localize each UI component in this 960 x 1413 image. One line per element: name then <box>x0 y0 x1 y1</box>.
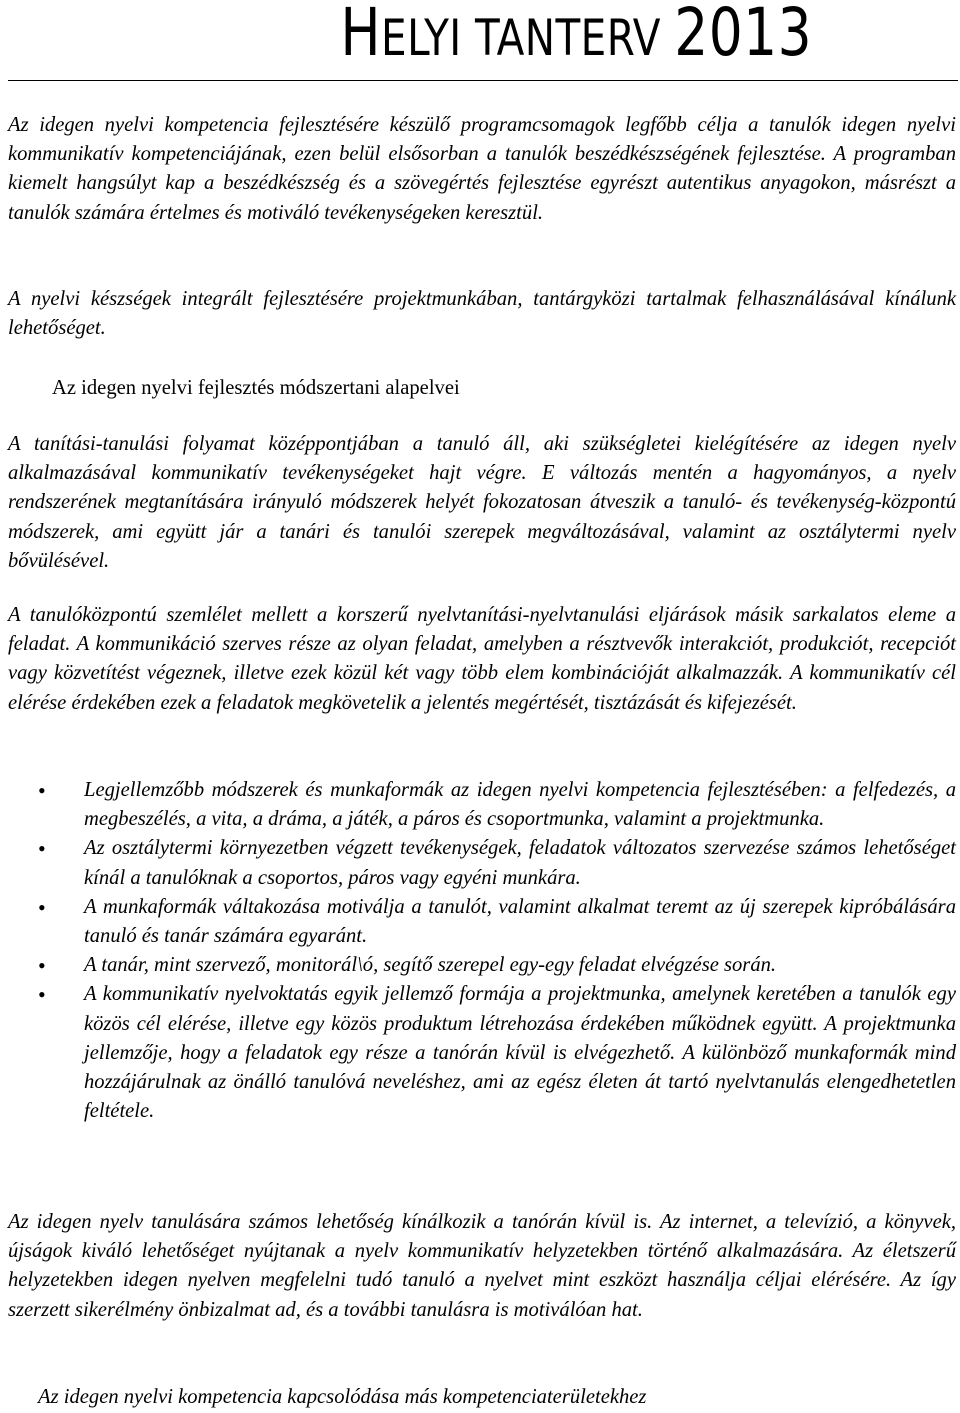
bullet-icon: • <box>38 953 46 979</box>
list-item <box>8 893 956 951</box>
list-item-text: A tanár, mint szervező, monitorál\ó, segítő szerepel egy-egy feladat elvégzése során. <box>84 954 777 977</box>
header-rule <box>8 80 958 81</box>
list-item-text: Legjellemzőbb módszerek és munkaformák az idegen nyelvi kompetencia fejlesztésében: a felfedezés, a megbeszélés, a vita, a dráma, a játék, a páros és csoportmunka, valamint a projektmunka. <box>84 779 956 831</box>
bullet-icon: • <box>38 836 46 862</box>
bullet-icon: • <box>38 982 46 1008</box>
list-item <box>8 834 956 892</box>
header-title-year: 2013 <box>674 0 812 71</box>
page-header-title <box>340 2 812 69</box>
paragraph-outside-class: Az idegen nyelv tanulására számos lehetőség kínálkozik a tanórán kívül is. Az internet, a televízió, a könyvek, újságok kiváló lehetőséget nyújtanak a nyelv kommunikatív helyzetekben történő alkalmazására. Az életszerű helyzetekben idegen nyelven megfelelni tudó tanuló a nyelvet mint eszközt használja céljai elérésére. Az így szerzett sikerélmény önbizalmat ad, és a további tanulásra is motiválóan hat. <box>8 1211 956 1321</box>
bullet-icon: • <box>38 778 46 803</box>
paragraph-learner-centered: A tanítási-tanulási folyamat középpontjában a tanuló áll, aki szükségletei kielégítésére az idegen nyelv alkalmazásával kommunikatív tevékenységeket hajt végre. E változás mentén a hagyományos, a nyelv rendszerének megtanítására irányuló módszerek helyét fokozatosan átveszik a tanuló- és tevékenység-központú módszerek, ami együtt jár a tanári és tanulói szerepek megváltozásával, valamint az osztálytermi nyelv bővülésével. <box>8 433 956 572</box>
list-item <box>8 951 956 980</box>
list-item-text: Az osztálytermi környezetben végzett tevékenységek, feladatok változatos szervezése számos lehetőséget kínál a tanulóknak a csoportos, páros vagy egyéni munkára. <box>84 837 956 889</box>
header-title-rest: ELYI TANTERV <box>381 9 675 67</box>
methods-list <box>8 776 956 1126</box>
section-heading-competencies: Az idegen nyelvi kompetencia kapcsolódása más kompetenciaterületekhez <box>38 1386 647 1408</box>
paragraph-task: A tanulóközpontú szemlélet mellett a korszerű nyelvtanítási-nyelvtanulási eljárások másik sarkalatos eleme a feladat. A kommunikáció szerves része az olyan feladat, amelyben a résztvevők interakciót, produkciót, recepciót vagy közvetítést végeznek, illetve ezek közül két vagy több elem kombinációját alkalmazzák. A kommunikatív cél elérése érdekében ezek a feladatok megkövetelik a jelentés megértését, tisztázását és kifejezését. <box>8 604 956 714</box>
paragraph-skills: A nyelvi készségek integrált fejlesztésére projektmunkában, tantárgyközi tartalmak felhasználásával kínálunk lehetőséget. <box>8 288 956 340</box>
list-item <box>8 980 956 1126</box>
header-title-initial: H <box>340 0 382 71</box>
list-item-text: A kommunikatív nyelvoktatás egyik jellemző formája a projektmunka, amelynek keretében a tanulók egy közös cél elérése, illetve egy közös produktum létrehozása érdekében működnek együtt. A projektmunka jellemzője, hogy a feladatok egy része a tanórán kívül is elvégezhető. A különböző munkaformák mind hozzájárulnak az önálló tanulóvá neveléshez, ami az egész életen át tartó nyelvtanulás elengedhetetlen feltétele. <box>84 983 956 1123</box>
paragraph-intro: Az idegen nyelvi kompetencia fejlesztésére készülő programcsomagok legfőbb célja a tanulók idegen nyelvi kommunikatív kompetenciájának, ezen belül elsősorban a tanulók beszédkészségének fejlesztése. A programban kiemelt hangsúlyt kap a beszédkészség és a szövegértés fejlesztése egyrészt autentikus anyagokon, másrészt a tanulók számára értelmes és motiváló tevékenységeken keresztül. <box>8 114 956 224</box>
section-heading-methodology: Az idegen nyelvi fejlesztés módszertani alapelvei <box>52 377 460 399</box>
bullet-icon: • <box>38 894 46 920</box>
list-item-text: A munkaformák váltakozása motiválja a tanulót, valamint alkalmat teremt az új szerepek kipróbálására tanuló és tanár számára egyaránt. <box>84 895 956 948</box>
list-item <box>8 776 956 834</box>
